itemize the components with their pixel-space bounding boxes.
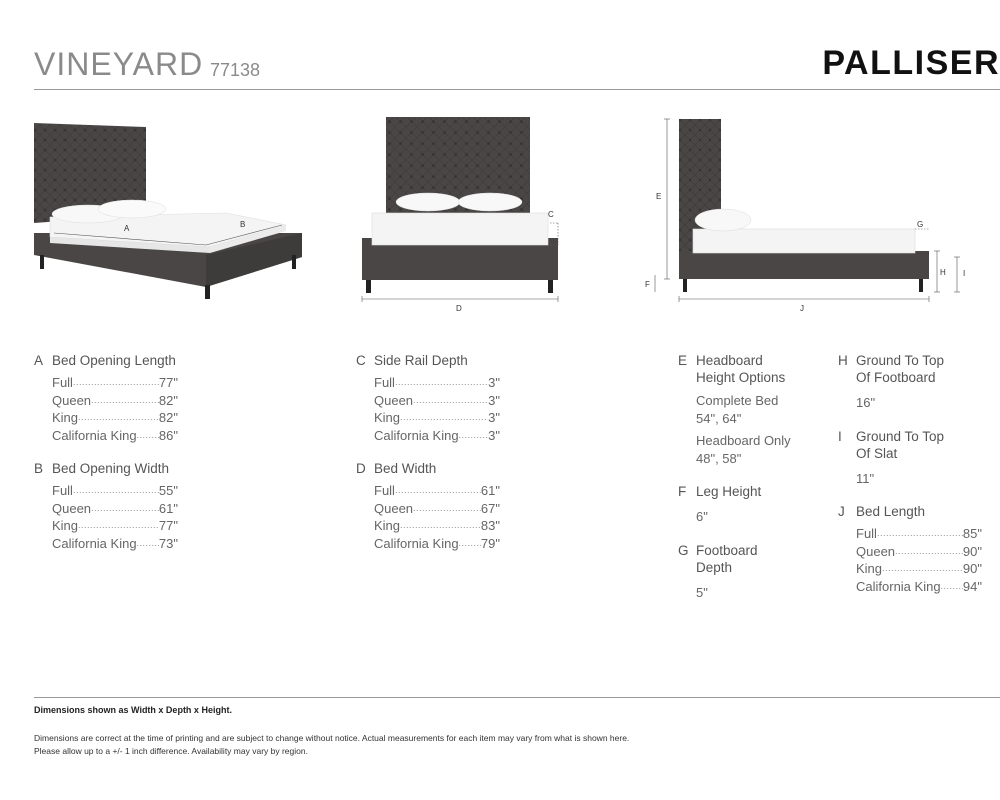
size-value: 77" bbox=[158, 375, 178, 390]
size-value: 55" bbox=[158, 483, 178, 498]
bed-front-diagram bbox=[340, 105, 580, 320]
option-label: Complete Bed bbox=[696, 393, 779, 408]
spec-title: Ground To Top bbox=[856, 428, 945, 444]
spec-title: Ground To Top bbox=[856, 353, 945, 368]
spec-value: 6" bbox=[696, 509, 708, 524]
spec-row bbox=[374, 517, 500, 535]
size-label: Queen bbox=[52, 392, 92, 408]
disclaimer-line: Dimensions are correct at the time of printing and are subject to change without notice. Actual measurements for each item may vary from what is shown here. bbox=[34, 733, 630, 743]
size-value: 3" bbox=[488, 392, 500, 408]
spec-letter: I bbox=[838, 428, 842, 444]
size-value: 3" bbox=[488, 410, 500, 425]
size-label: Full bbox=[374, 375, 395, 390]
spec-title: Footboard bbox=[696, 542, 758, 558]
spec-value: 11" bbox=[856, 470, 875, 486]
bed-side-diagram bbox=[635, 105, 980, 320]
spec-column-ground bbox=[838, 352, 998, 611]
spec-row bbox=[856, 560, 982, 578]
spec-row bbox=[52, 374, 178, 392]
spec-row bbox=[374, 500, 500, 518]
spec-column-heights bbox=[678, 352, 828, 617]
spec-h bbox=[838, 352, 998, 412]
spec-row bbox=[374, 392, 500, 410]
size-value: 82" bbox=[158, 392, 178, 408]
size-label: California King bbox=[374, 535, 459, 551]
spec-d bbox=[356, 460, 536, 552]
spec-letter: C bbox=[356, 353, 366, 368]
footer bbox=[34, 697, 1000, 758]
spec-option bbox=[696, 432, 828, 467]
spec-row bbox=[374, 409, 500, 427]
spec-row bbox=[856, 525, 982, 543]
spec-e bbox=[678, 352, 828, 467]
size-label: California King bbox=[374, 427, 459, 443]
dim-label-g: G bbox=[917, 220, 924, 229]
product-code: 77138 bbox=[210, 60, 261, 80]
spec-title-line2: Of Footboard bbox=[856, 370, 936, 385]
spec-title-line2: Height Options bbox=[696, 370, 786, 385]
product-name: VINEYARD bbox=[34, 46, 204, 82]
size-value: 90" bbox=[962, 543, 982, 559]
brand-logo: PALLISER bbox=[822, 44, 1000, 82]
spec-title: Bed Width bbox=[374, 461, 437, 476]
spec-a bbox=[34, 352, 214, 444]
dim-label-j: J bbox=[800, 304, 804, 313]
bed-perspective-diagram bbox=[20, 105, 320, 320]
size-label: Queen bbox=[374, 392, 414, 408]
size-label: King bbox=[856, 561, 883, 576]
dim-label-d: D bbox=[456, 304, 462, 313]
spec-row bbox=[52, 409, 178, 427]
spec-letter: B bbox=[34, 461, 44, 476]
size-value: 61" bbox=[480, 483, 500, 498]
spec-title: Bed Length bbox=[856, 504, 926, 519]
spec-letter: A bbox=[34, 353, 44, 368]
size-value: 77" bbox=[158, 518, 178, 533]
spec-title: Bed Opening Width bbox=[52, 461, 170, 476]
dim-label-i: I bbox=[963, 269, 966, 278]
spec-row bbox=[374, 535, 500, 553]
spec-letter: H bbox=[838, 353, 848, 368]
size-value: 83" bbox=[480, 518, 500, 533]
spec-title: Side Rail Depth bbox=[374, 353, 468, 368]
spec-f bbox=[678, 483, 828, 526]
dim-label-c: C bbox=[548, 210, 554, 219]
dim-label-a: A bbox=[124, 224, 130, 233]
spec-row bbox=[52, 427, 178, 445]
dim-label-e: E bbox=[656, 192, 662, 201]
spec-row bbox=[374, 482, 500, 500]
spec-letter: F bbox=[678, 484, 687, 499]
disclaimer bbox=[34, 732, 1000, 758]
spec-row bbox=[856, 543, 982, 561]
spec-j bbox=[838, 503, 998, 595]
disclaimer-line: Please allow up to a +/- 1 inch difference. Availability may vary by region. bbox=[34, 746, 308, 756]
spec-column-rail bbox=[356, 352, 536, 568]
size-label: California King bbox=[52, 535, 137, 551]
size-label: Full bbox=[856, 526, 877, 541]
size-value: 67" bbox=[480, 500, 500, 516]
spec-row bbox=[52, 392, 178, 410]
spec-row bbox=[856, 578, 982, 596]
spec-c bbox=[356, 352, 536, 444]
dim-label-b: B bbox=[240, 220, 246, 229]
option-label: Headboard Only bbox=[696, 433, 791, 448]
spec-row bbox=[374, 374, 500, 392]
size-label: King bbox=[374, 518, 401, 533]
size-value: 3" bbox=[488, 375, 500, 390]
spec-title: Headboard bbox=[696, 353, 763, 368]
size-label: Full bbox=[52, 483, 73, 498]
spec-letter: G bbox=[678, 542, 689, 558]
dim-label-h: H bbox=[940, 268, 946, 277]
size-value: 3" bbox=[488, 427, 500, 443]
size-label: Full bbox=[52, 375, 73, 390]
size-value: 73" bbox=[158, 535, 178, 551]
spec-g bbox=[678, 542, 828, 602]
size-label: California King bbox=[52, 427, 137, 443]
size-value: 86" bbox=[158, 427, 178, 443]
spec-option bbox=[696, 392, 828, 427]
spec-row bbox=[374, 427, 500, 445]
spec-value: 5" bbox=[696, 584, 708, 600]
size-label: King bbox=[374, 410, 401, 425]
spec-row bbox=[52, 482, 178, 500]
dim-label-f: F bbox=[645, 280, 650, 289]
spec-title-line2: Of Slat bbox=[856, 445, 898, 461]
spec-title: Bed Opening Length bbox=[52, 353, 176, 368]
size-value: 61" bbox=[158, 500, 178, 516]
size-value: 90" bbox=[962, 561, 982, 576]
spec-row bbox=[52, 517, 178, 535]
size-label: King bbox=[52, 518, 79, 533]
header bbox=[34, 40, 1000, 90]
spec-b bbox=[34, 460, 214, 552]
spec-row bbox=[52, 500, 178, 518]
size-label: Queen bbox=[52, 500, 92, 516]
dimensions-note: Dimensions shown as Width x Depth x Height. bbox=[34, 705, 232, 715]
size-value: 94" bbox=[962, 578, 982, 594]
size-value: 82" bbox=[158, 410, 178, 425]
spec-title: Leg Height bbox=[696, 484, 762, 499]
size-label: King bbox=[52, 410, 79, 425]
option-values: 54", 64" bbox=[696, 410, 742, 426]
spec-title-line2: Depth bbox=[696, 559, 733, 575]
spec-column-opening bbox=[34, 352, 214, 568]
spec-letter: J bbox=[838, 504, 845, 519]
size-value: 85" bbox=[962, 526, 982, 541]
spec-row bbox=[52, 535, 178, 553]
size-label: California King bbox=[856, 578, 941, 594]
spec-letter: E bbox=[678, 353, 688, 368]
size-value: 79" bbox=[480, 535, 500, 551]
spec-letter: D bbox=[356, 461, 366, 476]
option-values: 48", 58" bbox=[696, 450, 742, 466]
spec-i bbox=[838, 428, 998, 488]
spec-value: 16" bbox=[856, 395, 876, 410]
size-label: Queen bbox=[856, 543, 896, 559]
size-label: Queen bbox=[374, 500, 414, 516]
size-label: Full bbox=[374, 483, 395, 498]
